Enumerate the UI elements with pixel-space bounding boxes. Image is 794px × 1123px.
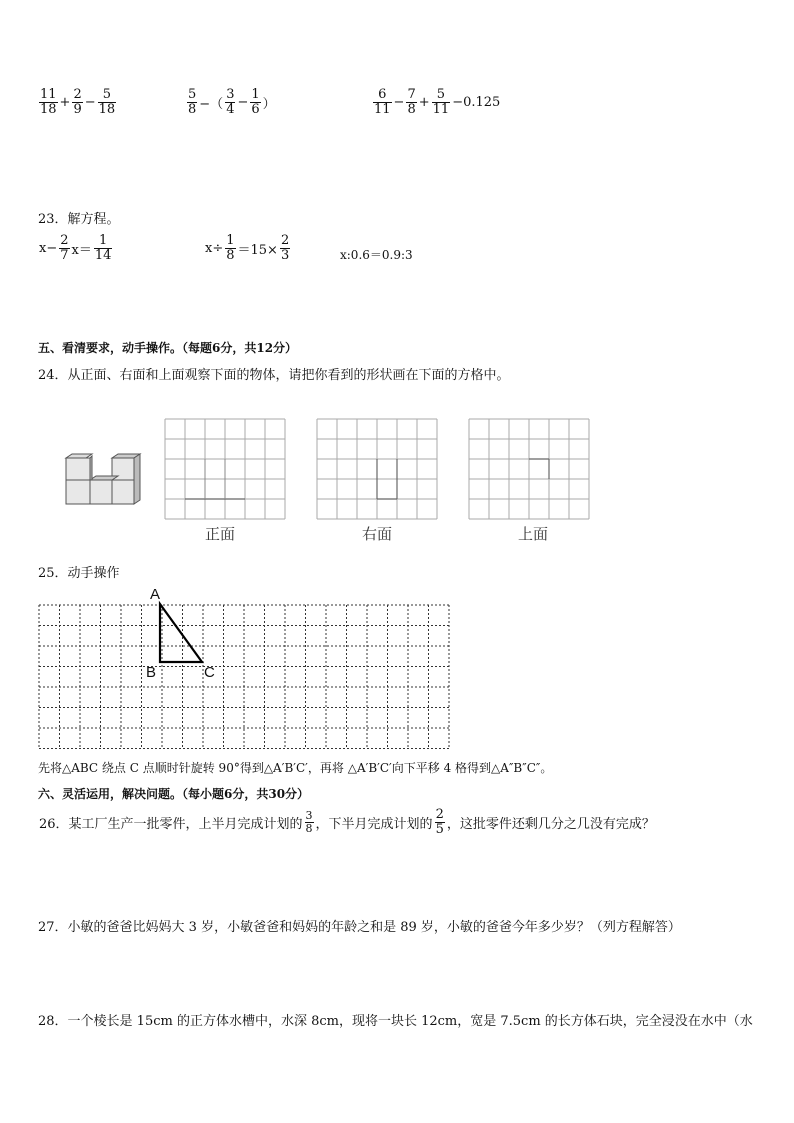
label-front-view: 正面 <box>205 525 236 543</box>
label-top-view: 上面 <box>518 525 549 543</box>
vertex-a-label: A <box>150 586 161 603</box>
q23-equation-2: x÷ $\frac{1}{8}$ ＝15× $\frac{2}{3}$ <box>205 233 290 263</box>
q27-text: 27．小敏的爸爸比妈妈大 3 岁，小敏爸爸和妈妈的年龄之和是 89 岁，小敏的爸爸今年多少岁？（列方程解答） <box>38 920 681 935</box>
expression-3: $\frac{6}{11}$ − $\frac{7}{8}$ + $\frac{5}{11}$ −0.125 <box>374 87 501 117</box>
expression-1: $\frac{11}{18}$ + $\frac{2}{9}$ − $\frac{5}{18}$ <box>40 87 116 117</box>
grid-front-view <box>164 418 288 520</box>
q24-text: 24．从正面、右面和上面观察下面的物体，请把你看到的形状画在下面的方格中。 <box>38 368 510 383</box>
q25-title: 25．动手操作 <box>38 566 120 581</box>
grid-top-view <box>468 418 592 520</box>
q23-equation-1: x− $\frac{2}{7}$ x＝ $\frac{1}{14}$ <box>39 233 112 263</box>
q23-title: 23．解方程。 <box>38 212 120 227</box>
cube-stack-figure <box>62 452 142 514</box>
vertex-b-label: B <box>146 664 157 681</box>
section-6-heading: 六、灵活运用，解决问题。（每小题6分，共30分） <box>38 787 310 801</box>
section-5-heading: 五、看清要求，动手操作。（每题6分，共12分） <box>38 341 298 355</box>
label-right-view: 右面 <box>362 525 393 543</box>
expression-2: $\frac{5}{8}$ −（ $\frac{3}{4}$ − $\frac{1}{6}$ ） <box>188 87 276 117</box>
grid-right-view <box>316 418 440 520</box>
q25-instruction: 先将△ABC 绕点 C 点顺时针旋转 90°得到△A′B′C′，再将 △A′B′C′向下平移 4 格得到△A″B″C″。 <box>38 761 553 775</box>
q23-equation-3: x:0.6＝0.9:3 <box>340 248 413 262</box>
q28-text: 28．一个棱长是 15cm 的正方体水槽中，水深 8cm，现将一块长 12cm，宽是 7.5cm 的长方体石块，完全浸没在水中（水 <box>38 1014 753 1029</box>
vertex-c-label: C <box>204 664 215 681</box>
q26-text: 26．某工厂生产一批零件，上半月完成计划的 $\frac{3}{8}$ ，下半月完成计划的 $\frac{2}{5}$ ，这批零件还剩几分之几没有完成？ <box>39 807 655 837</box>
